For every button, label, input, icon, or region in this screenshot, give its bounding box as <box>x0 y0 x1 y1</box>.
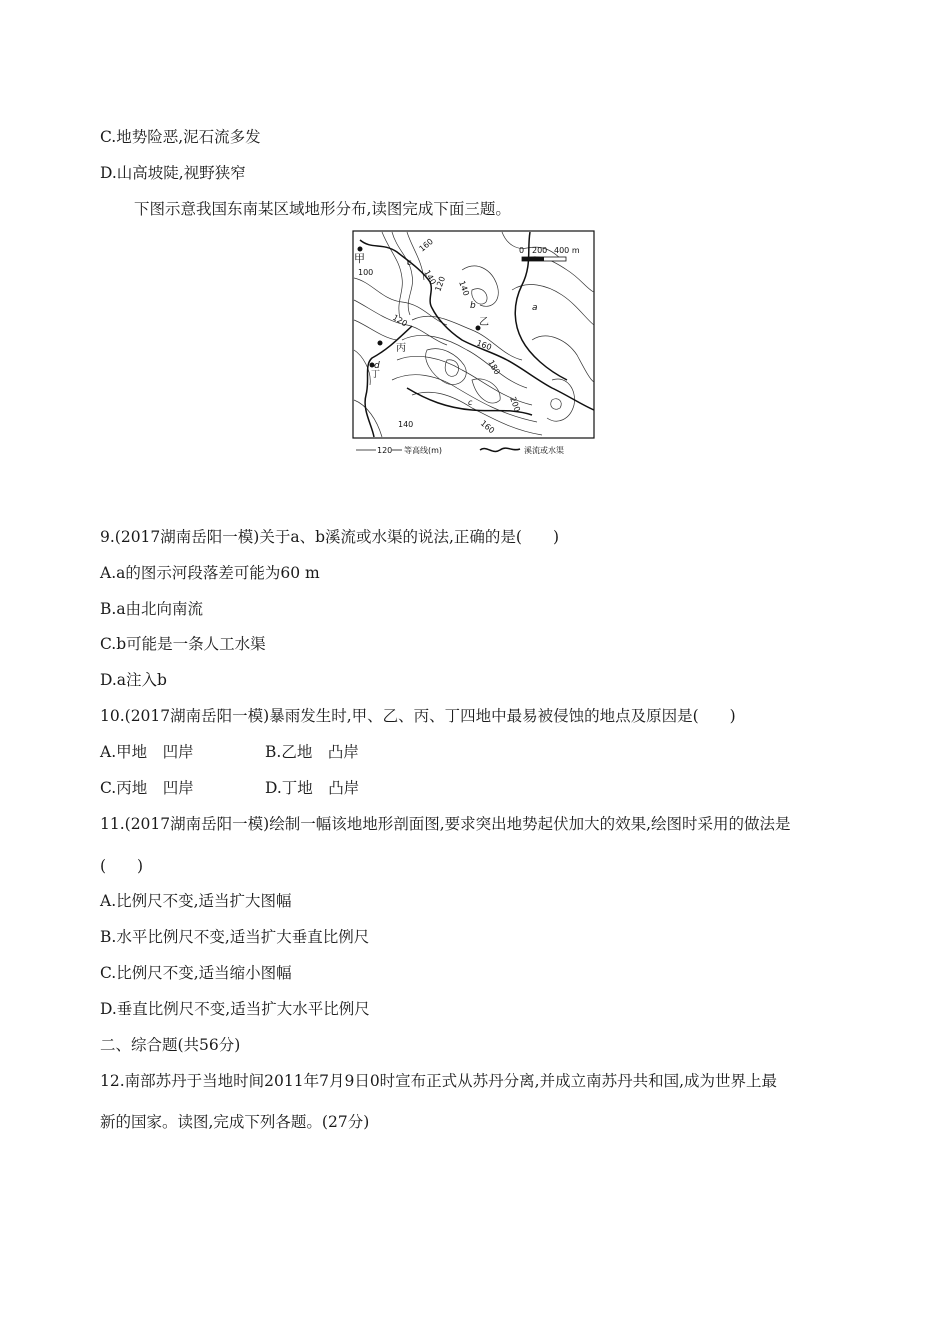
label-bing: 丙 <box>396 343 406 354</box>
contour-label-160-lower: 160 <box>478 418 497 436</box>
q11-option-d: D.垂直比例尺不变,适当扩大水平比例尺 <box>100 1000 370 1018</box>
q11-option-b: B.水平比例尺不变,适当扩大垂直比例尺 <box>100 928 370 946</box>
q10-option-b: B.乙地 凸岸 <box>265 743 359 761</box>
stream-b <box>360 240 594 410</box>
scale-label-400: 400 m <box>554 246 580 255</box>
scale-label-200: 200 <box>532 246 548 255</box>
prev-option-c: C.地势险恶,泥石流多发 <box>100 128 261 146</box>
figure-intro: 下图示意我国东南某区域地形分布,读图完成下面三题。 <box>134 200 511 218</box>
section-heading: 二、综合题(共56分) <box>100 1036 241 1054</box>
contour-label-140-top: 140 <box>422 268 438 287</box>
q12-line-1: 12.南部苏丹于当地时间2011年7月9日0时宣布正式从苏丹分离,并成立南苏丹共和国,成为世界上最 <box>100 1072 778 1090</box>
marker-jia <box>358 247 363 252</box>
label-stream-b: b <box>470 301 476 311</box>
contour-label-100: 100 <box>358 268 374 277</box>
q10-option-a: A.甲地 凹岸 <box>100 743 194 761</box>
contour-label-160-center: 160 <box>475 338 493 353</box>
q10-option-d: D.丁地 凸岸 <box>265 779 360 797</box>
marker-bing <box>378 341 383 346</box>
q10-option-c: C.丙地 凹岸 <box>100 779 194 797</box>
q9-stem: 9.(2017湖南岳阳一模)关于a、b溪流或水渠的说法,正确的是( ) <box>100 528 560 546</box>
q11-stem: 11.(2017湖南岳阳一模)绘制一幅该地地形剖面图,要求突出地势起伏加大的效果,绘图时采用的做法是 <box>100 815 791 833</box>
prev-option-d: D.山高坡陡,视野狭窄 <box>100 164 246 182</box>
label-jia: 甲 <box>354 252 365 265</box>
label-ding: 丁 <box>371 370 381 380</box>
scale-label-0: 0 <box>519 246 525 255</box>
stream-lines <box>360 232 594 437</box>
contour-label-120-upper: 120 <box>433 275 448 293</box>
q9-option-d: D.a注入b <box>100 671 167 689</box>
legend-contour-sample: 120 <box>377 446 393 455</box>
label-stream-c-lower: c <box>468 398 473 407</box>
q10-stem: 10.(2017湖南岳阳一模)暴雨发生时,甲、乙、丙、丁四地中最易被侵蚀的地点及原因是( ) <box>100 707 736 725</box>
q11-option-a: A.比例尺不变,适当扩大图幅 <box>100 892 292 910</box>
q11-option-c: C.比例尺不变,适当缩小图幅 <box>100 964 292 982</box>
contour-label-120-left: 120 <box>391 312 409 329</box>
contour-map <box>352 230 597 458</box>
contour-lines <box>354 232 594 437</box>
q9-option-a: A.a的图示河段落差可能为60 m <box>100 564 320 582</box>
map-frame <box>353 231 594 438</box>
q11-answer-blank: ( ) <box>100 857 144 875</box>
place-markers <box>358 247 481 368</box>
q9-option-c: C.b可能是一条人工水渠 <box>100 635 266 653</box>
label-stream-c-upper: c <box>407 258 412 267</box>
legend-contour-text: 等高线(m) <box>404 446 443 455</box>
label-stream-a: a <box>532 303 538 313</box>
contour-label-200: 200 <box>508 395 522 414</box>
contour-label-160-top: 160 <box>417 236 435 254</box>
q12-line-2: 新的国家。读图,完成下列各题。(27分) <box>100 1113 370 1131</box>
contour-map-figure <box>352 230 597 458</box>
contour-label-140-mid: 140 <box>457 279 471 298</box>
label-stream-d: d <box>374 361 380 371</box>
map-legend <box>356 445 564 455</box>
legend-stream-text: 溪流或水渠 <box>524 446 564 455</box>
contour-label-180: 180 <box>486 358 502 377</box>
label-yi: 乙 <box>479 317 489 328</box>
q9-option-b: B.a由北向南流 <box>100 600 204 618</box>
contour-label-140-lower: 140 <box>398 420 414 429</box>
